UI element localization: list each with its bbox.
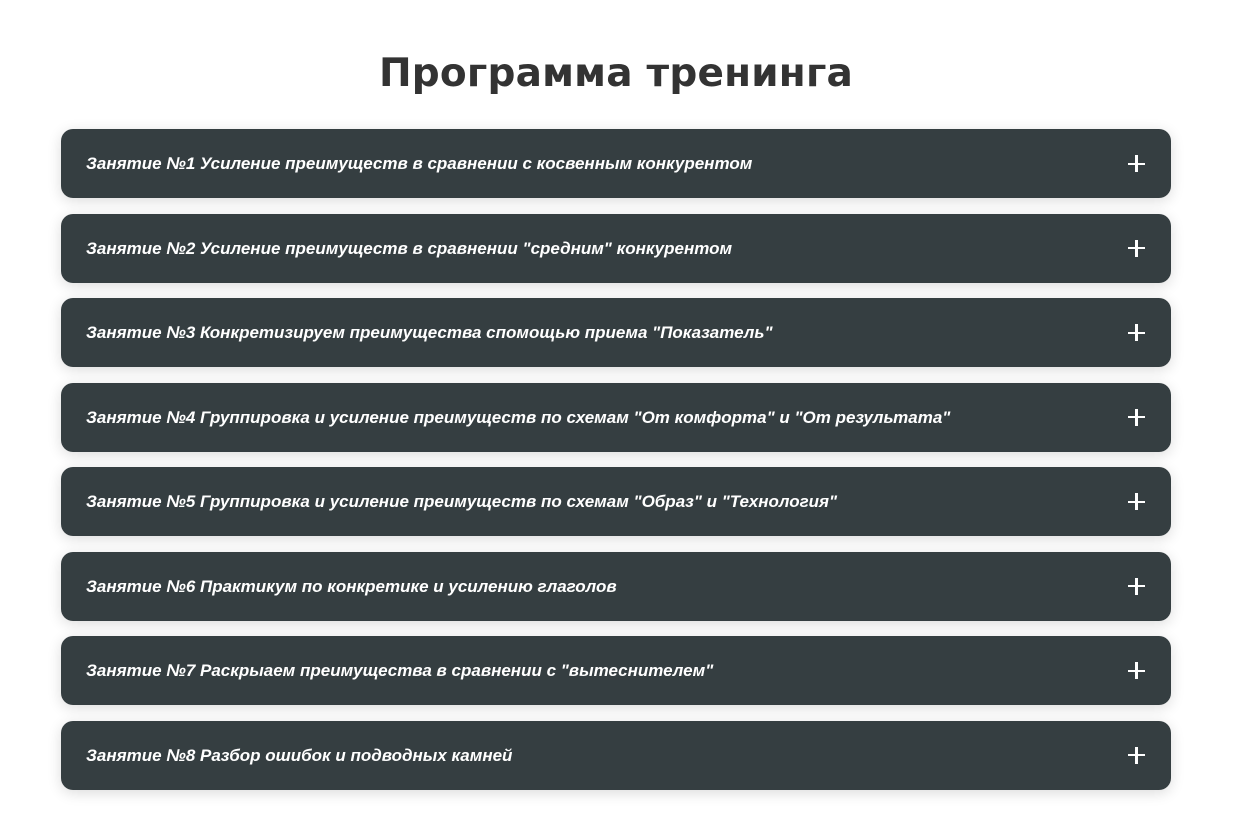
plus-icon[interactable] <box>1128 155 1145 172</box>
accordion-item-lesson-7[interactable] <box>61 636 1171 705</box>
accordion-item-label: Занятие №5 Группировка и усиление преимуществ по схемам "Образ" и "Технология" <box>86 492 838 511</box>
accordion-item-lesson-4[interactable] <box>61 383 1171 452</box>
accordion-item-label: Занятие №8 Разбор ошибок и подводных камней <box>86 745 513 765</box>
accordion-item-label: Занятие №7 Раскрыаем преимущества в сравнении с "вытеснителем" <box>86 661 714 680</box>
accordion-item-lesson-5[interactable] <box>61 467 1171 536</box>
accordion-item-label: Занятие №4 Группировка и усиление преимуществ по схемам "От комфорта" и "От результата" <box>86 407 951 427</box>
accordion-item-lesson-2[interactable] <box>61 214 1171 283</box>
training-program-accordion <box>61 129 1171 790</box>
accordion-item-label: Занятие №3 Конкретизируем преимущества спомощью приема "Показатель" <box>86 323 773 342</box>
accordion-item-lesson-3[interactable] <box>61 298 1171 367</box>
plus-icon[interactable] <box>1128 747 1145 764</box>
plus-icon[interactable] <box>1128 493 1145 510</box>
plus-icon[interactable] <box>1128 662 1145 679</box>
accordion-item-lesson-6[interactable] <box>61 552 1171 621</box>
page-title: Программа тренинга <box>378 51 854 96</box>
plus-icon[interactable] <box>1128 578 1145 595</box>
accordion-item-label: Занятие №1 Усиление преимуществ в сравнении с косвенным конкурентом <box>86 154 753 173</box>
plus-icon[interactable] <box>1128 240 1145 257</box>
accordion-item-lesson-1[interactable] <box>61 129 1171 198</box>
accordion-item-label: Занятие №6 Практикум по конкретике и усилению глаголов <box>86 576 617 596</box>
accordion-item-label: Занятие №2 Усиление преимуществ в сравнении "средним" конкурентом <box>86 238 733 258</box>
plus-icon[interactable] <box>1128 324 1145 341</box>
accordion-item-lesson-8[interactable] <box>61 721 1171 790</box>
plus-icon[interactable] <box>1128 409 1145 426</box>
